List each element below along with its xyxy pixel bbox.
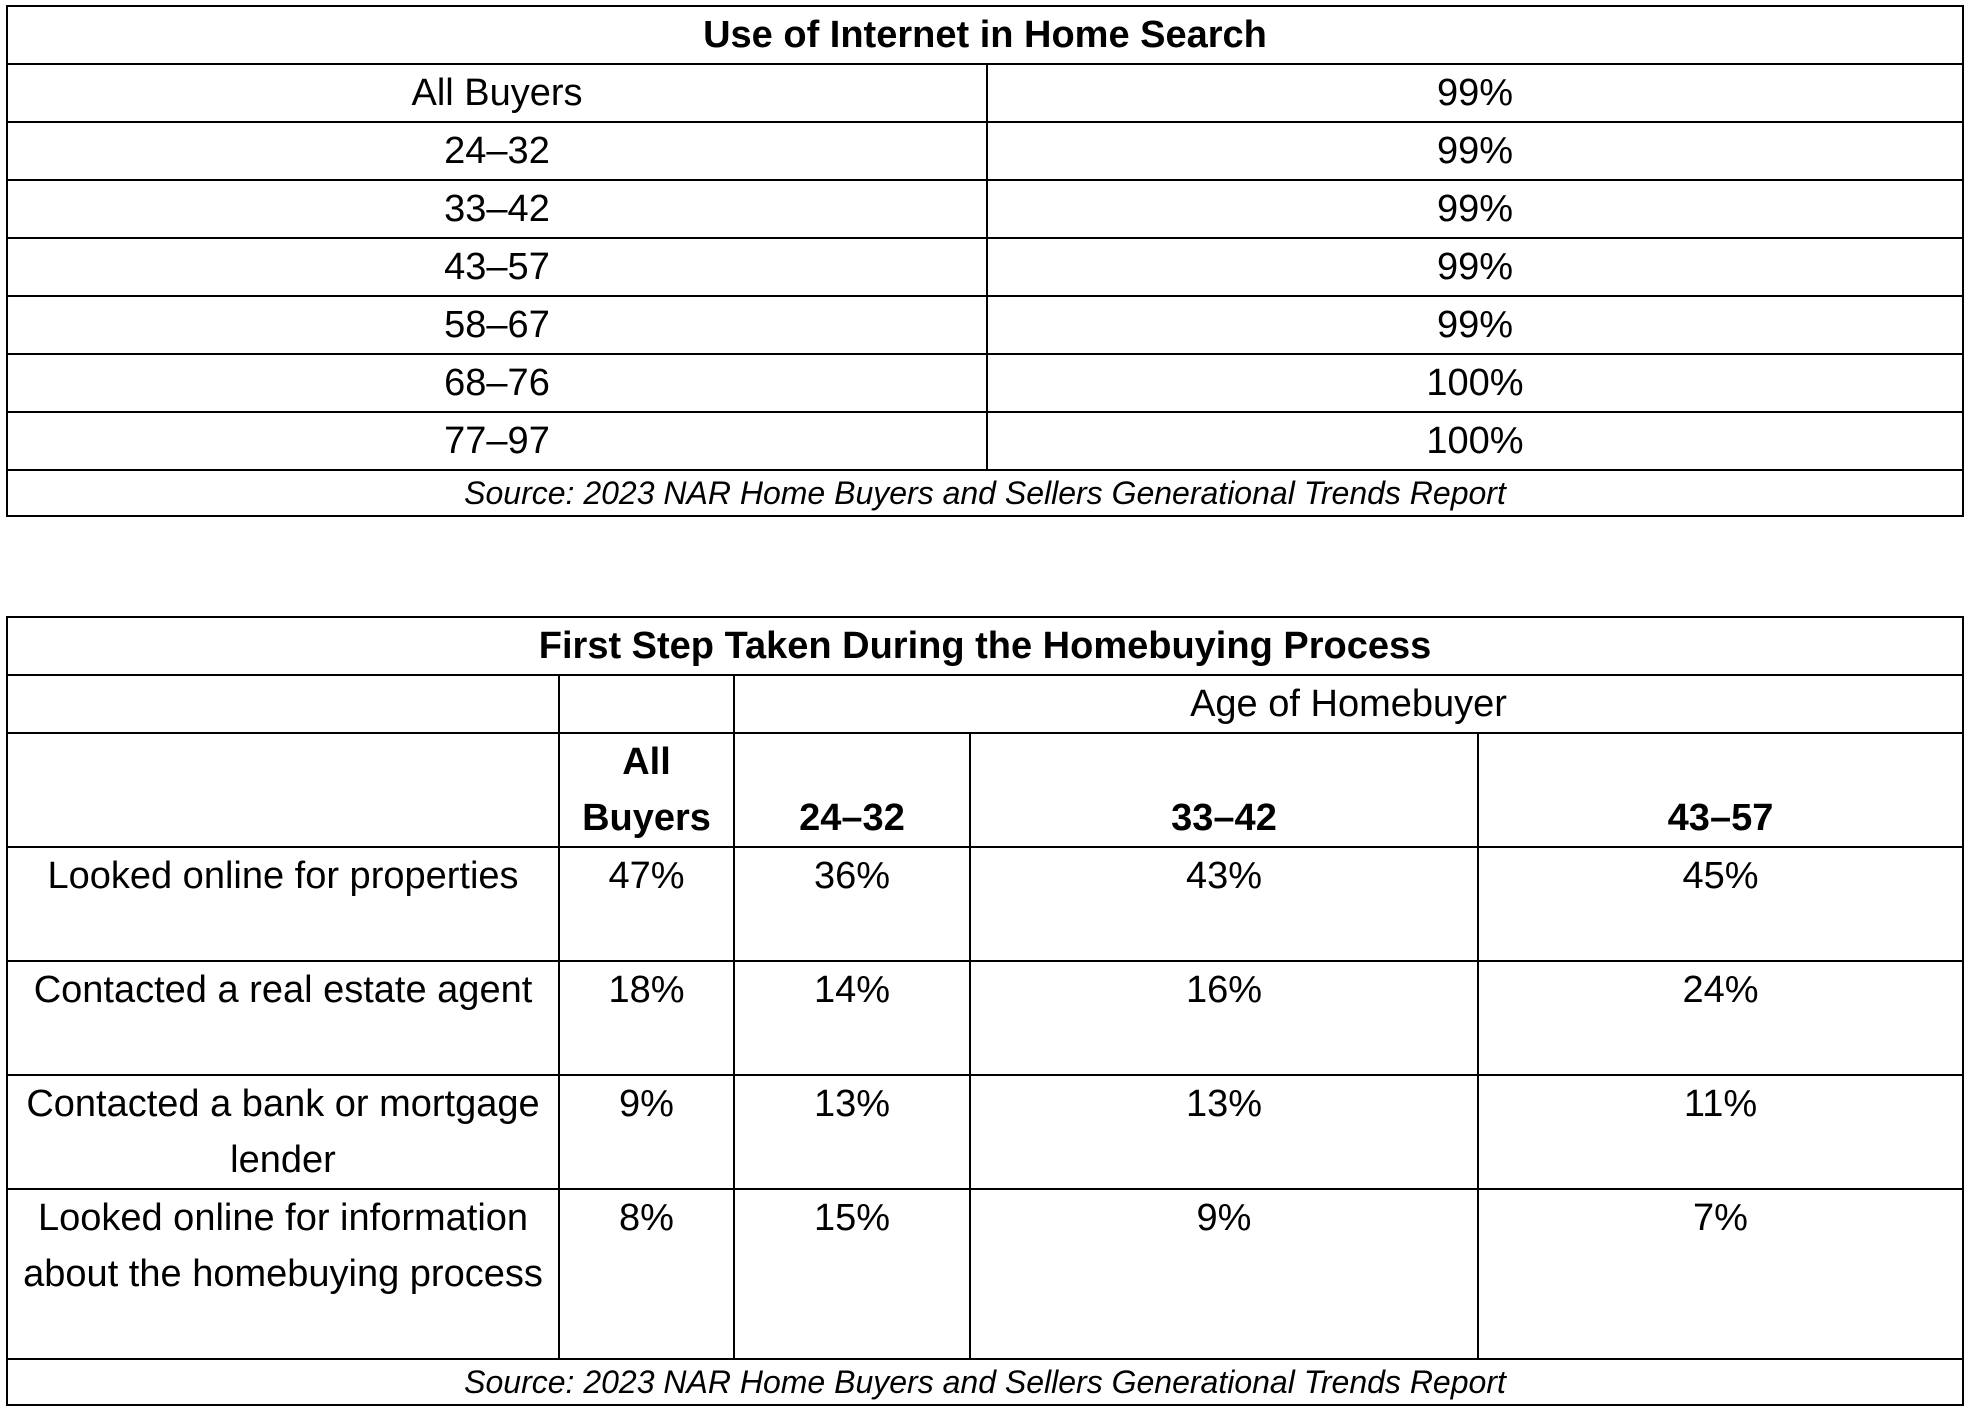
column-header-row	[7, 733, 1963, 847]
table-row	[7, 180, 1963, 238]
row-label: 77–97	[7, 412, 987, 470]
row-value: 100%	[987, 412, 1963, 470]
table-row	[7, 1075, 1963, 1189]
cell-33-42: 43%	[970, 847, 1478, 961]
col-header-43-57: 43–57	[1478, 733, 1963, 847]
empty-cell	[559, 675, 734, 733]
empty-cell	[7, 733, 559, 847]
row-label: Contacted a bank or mortgage lender	[7, 1075, 559, 1189]
table-title: Use of Internet in Home Search	[7, 6, 1963, 64]
table-row	[7, 412, 1963, 470]
empty-cell	[7, 675, 559, 733]
age-group-header: Age of Homebuyer	[734, 675, 1963, 733]
table-row	[7, 961, 1963, 1075]
table-row	[7, 122, 1963, 180]
table-row	[7, 238, 1963, 296]
table-title: First Step Taken During the Homebuying Process	[7, 617, 1963, 675]
table-row	[7, 1189, 1963, 1359]
cell-24-32: 15%	[734, 1189, 970, 1359]
row-label: Looked online for properties	[7, 847, 559, 961]
table-row	[7, 847, 1963, 961]
col-header-all-buyers	[559, 733, 734, 847]
cell-43-57: 11%	[1478, 1075, 1963, 1189]
row-label: 58–67	[7, 296, 987, 354]
row-label: 68–76	[7, 354, 987, 412]
source-note: Source: 2023 NAR Home Buyers and Sellers Generational Trends Report	[7, 470, 1963, 516]
table-row	[7, 296, 1963, 354]
col-header-24-32: 24–32	[734, 733, 970, 847]
row-value: 100%	[987, 354, 1963, 412]
cell-all: 8%	[559, 1189, 734, 1359]
source-note: Source: 2023 NAR Home Buyers and Sellers Generational Trends Report	[7, 1359, 1963, 1405]
first-step-table	[6, 616, 1964, 1406]
row-value: 99%	[987, 122, 1963, 180]
cell-33-42: 9%	[970, 1189, 1478, 1359]
cell-all: 47%	[559, 847, 734, 961]
cell-all: 18%	[559, 961, 734, 1075]
cell-24-32: 36%	[734, 847, 970, 961]
col-header-33-42: 33–42	[970, 733, 1478, 847]
row-value: 99%	[987, 296, 1963, 354]
cell-33-42: 16%	[970, 961, 1478, 1075]
cell-24-32: 13%	[734, 1075, 970, 1189]
cell-all: 9%	[559, 1075, 734, 1189]
table-row	[7, 64, 1963, 122]
row-value: 99%	[987, 64, 1963, 122]
cell-43-57: 45%	[1478, 847, 1963, 961]
row-label: Contacted a real estate agent	[7, 961, 559, 1075]
row-label: 33–42	[7, 180, 987, 238]
col-header-all-line1: All	[622, 741, 671, 783]
row-label: All Buyers	[7, 64, 987, 122]
cell-43-57: 24%	[1478, 961, 1963, 1075]
row-label: 43–57	[7, 238, 987, 296]
cell-24-32: 14%	[734, 961, 970, 1075]
cell-33-42: 13%	[970, 1075, 1478, 1189]
row-label: 24–32	[7, 122, 987, 180]
row-value: 99%	[987, 180, 1963, 238]
internet-use-table	[6, 5, 1964, 517]
cell-43-57: 7%	[1478, 1189, 1963, 1359]
row-value: 99%	[987, 238, 1963, 296]
row-label: Looked online for information about the homebuying process	[7, 1189, 559, 1359]
col-header-all-line2: Buyers	[582, 797, 711, 839]
table-row	[7, 354, 1963, 412]
